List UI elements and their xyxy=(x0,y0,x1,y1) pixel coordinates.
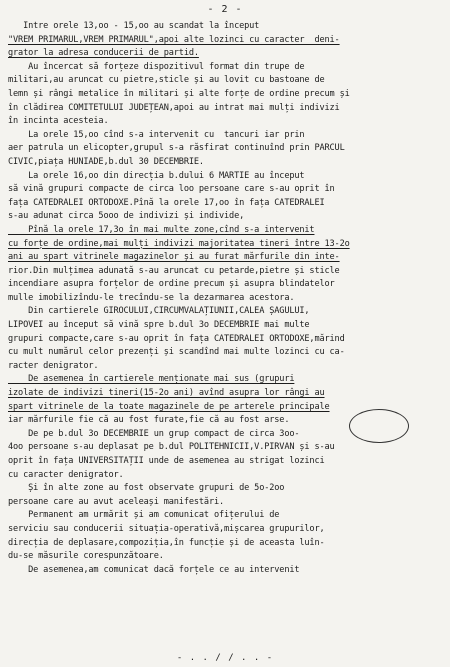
text-line: spart vitrinele de la toate magazinele de pe arterele principale xyxy=(8,401,330,412)
text-line: La orele 16,oo din direcția b.dului 6 MARTIE au început xyxy=(8,170,305,181)
text-line: persoane care au avut aceleași manifestări. xyxy=(8,496,225,507)
text-line: în incinta acesteia. xyxy=(8,116,109,127)
text-line: izolate de indivizi tineri(15-2o ani) avînd asupra lor rângi au xyxy=(8,388,325,399)
page-number: - 2 - xyxy=(207,4,243,15)
page-footer-marks: - . . / / . . - xyxy=(176,653,274,663)
text-line: Au încercat să forțeze dispozitivul format din trupe de xyxy=(8,61,305,72)
text-line: fața CATEDRALEI ORTODOXE.Pînă la orele 17,oo în fața CATEDRALEI xyxy=(8,197,325,208)
text-line: în clădirea COMITETULUI JUDEȚEAN,apoi au intrat mai mulți indivizi xyxy=(8,102,340,113)
text-line: De pe b.dul 3o DECEMBRIE un grup compact de circa 3oo- xyxy=(8,428,300,439)
text-line: militari,au aruncat cu pietre,sticle și au lovit cu bastoane de xyxy=(8,75,325,86)
text-line: cu forțe de ordine,mai mulți indivizi majoritatea tineri între 13-2o xyxy=(8,238,350,249)
text-line: De asemenea,am comunicat dacă forțele ce au intervenit xyxy=(8,564,300,575)
text-line: De asemenea în cartierele menționate mai sus (grupuri xyxy=(8,374,295,385)
text-line: oprit în fața UNIVERSITAȚII unde de asemenea au strigat lozinci xyxy=(8,456,325,466)
text-line: "VREM PRIMARUL,VREM PRIMARUL",apoi alte lozinci cu caracter deni- xyxy=(8,34,340,45)
text-line: LIPOVEI au început să vină spre b.dul 3o DECEMBRIE mai multe xyxy=(8,320,310,331)
text-line: cu caracter denigrator. xyxy=(8,469,124,480)
text-line: s-au adunat circa 5ooo de indivizi și individe, xyxy=(8,211,245,222)
text-line: du-se măsurile corespunzătoare. xyxy=(8,551,164,562)
text-line: mulle imobilizîndu-le trecîndu-se la dezarmarea acestora. xyxy=(8,292,295,303)
text-line: iar mărfurile fie că au fost furate,fie că au fost arse. xyxy=(8,415,290,426)
text-line: să vină grupuri compacte de circa loo persoane care s-au oprit în xyxy=(8,184,335,195)
text-line: racter denigrator. xyxy=(8,360,99,371)
text-line: direcția de deplasare,compoziția,în funcție și de aceasta luîn- xyxy=(8,537,325,548)
text-line: cu mult numărul celor prezenți și scandînd mai multe lozinci cu ca- xyxy=(8,347,345,358)
text-line: ani au spart vitrinele magazinelor și au furat mărfurile din inte- xyxy=(8,252,340,263)
text-line: Pînă la orele 17,3o în mai multe zone,cînd s-a intervenit xyxy=(8,224,315,235)
text-line: rior.Din mulțimea adunată s-au aruncat cu petarde,pietre și sticle xyxy=(8,265,340,276)
text-line: Și în alte zone au fost observate grupuri de 5o-2oo xyxy=(8,483,285,494)
text-line: CIVIC,piața HUNIADE,b.dul 30 DECEMBRIE. xyxy=(8,156,204,167)
text-line: grator la adresa conducerii de partid. xyxy=(8,48,199,59)
text-line: serviciu sau conducerii situația-operativă,mișcarea grupurilor, xyxy=(8,523,325,534)
text-line: Permanent am urmărit și am comunicat ofițerului de xyxy=(8,510,280,521)
text-line: La orele 15,oo cînd s-a intervenit cu tancuri iar prin xyxy=(8,129,305,140)
text-line: incendiare asupra forțelor de ordine precum și asupra blindatelor xyxy=(8,279,335,290)
text-line: 4oo persoane s-au deplasat pe b.dul POLITEHNICII,V.PIRVAN și s-au xyxy=(8,442,335,453)
text-line: aer patrula un elicopter,grupul s-a răsfirat continuînd prin PARCUL xyxy=(8,143,345,154)
text-line: lemn și rângi metalice în militari și alte forțe de ordine precum și xyxy=(8,88,350,99)
text-line: Din cartierele GIROCULUI,CIRCUMVALAȚIUNII,CALEA ȘAGULUI, xyxy=(8,306,310,317)
text-line: Intre orele 13,oo - 15,oo au scandat la început xyxy=(8,21,260,31)
document-body xyxy=(8,20,444,577)
text-line: grupuri compacte,care s-au oprit în fața CATEDRALEI ORTODOXE,mărind xyxy=(8,333,345,344)
